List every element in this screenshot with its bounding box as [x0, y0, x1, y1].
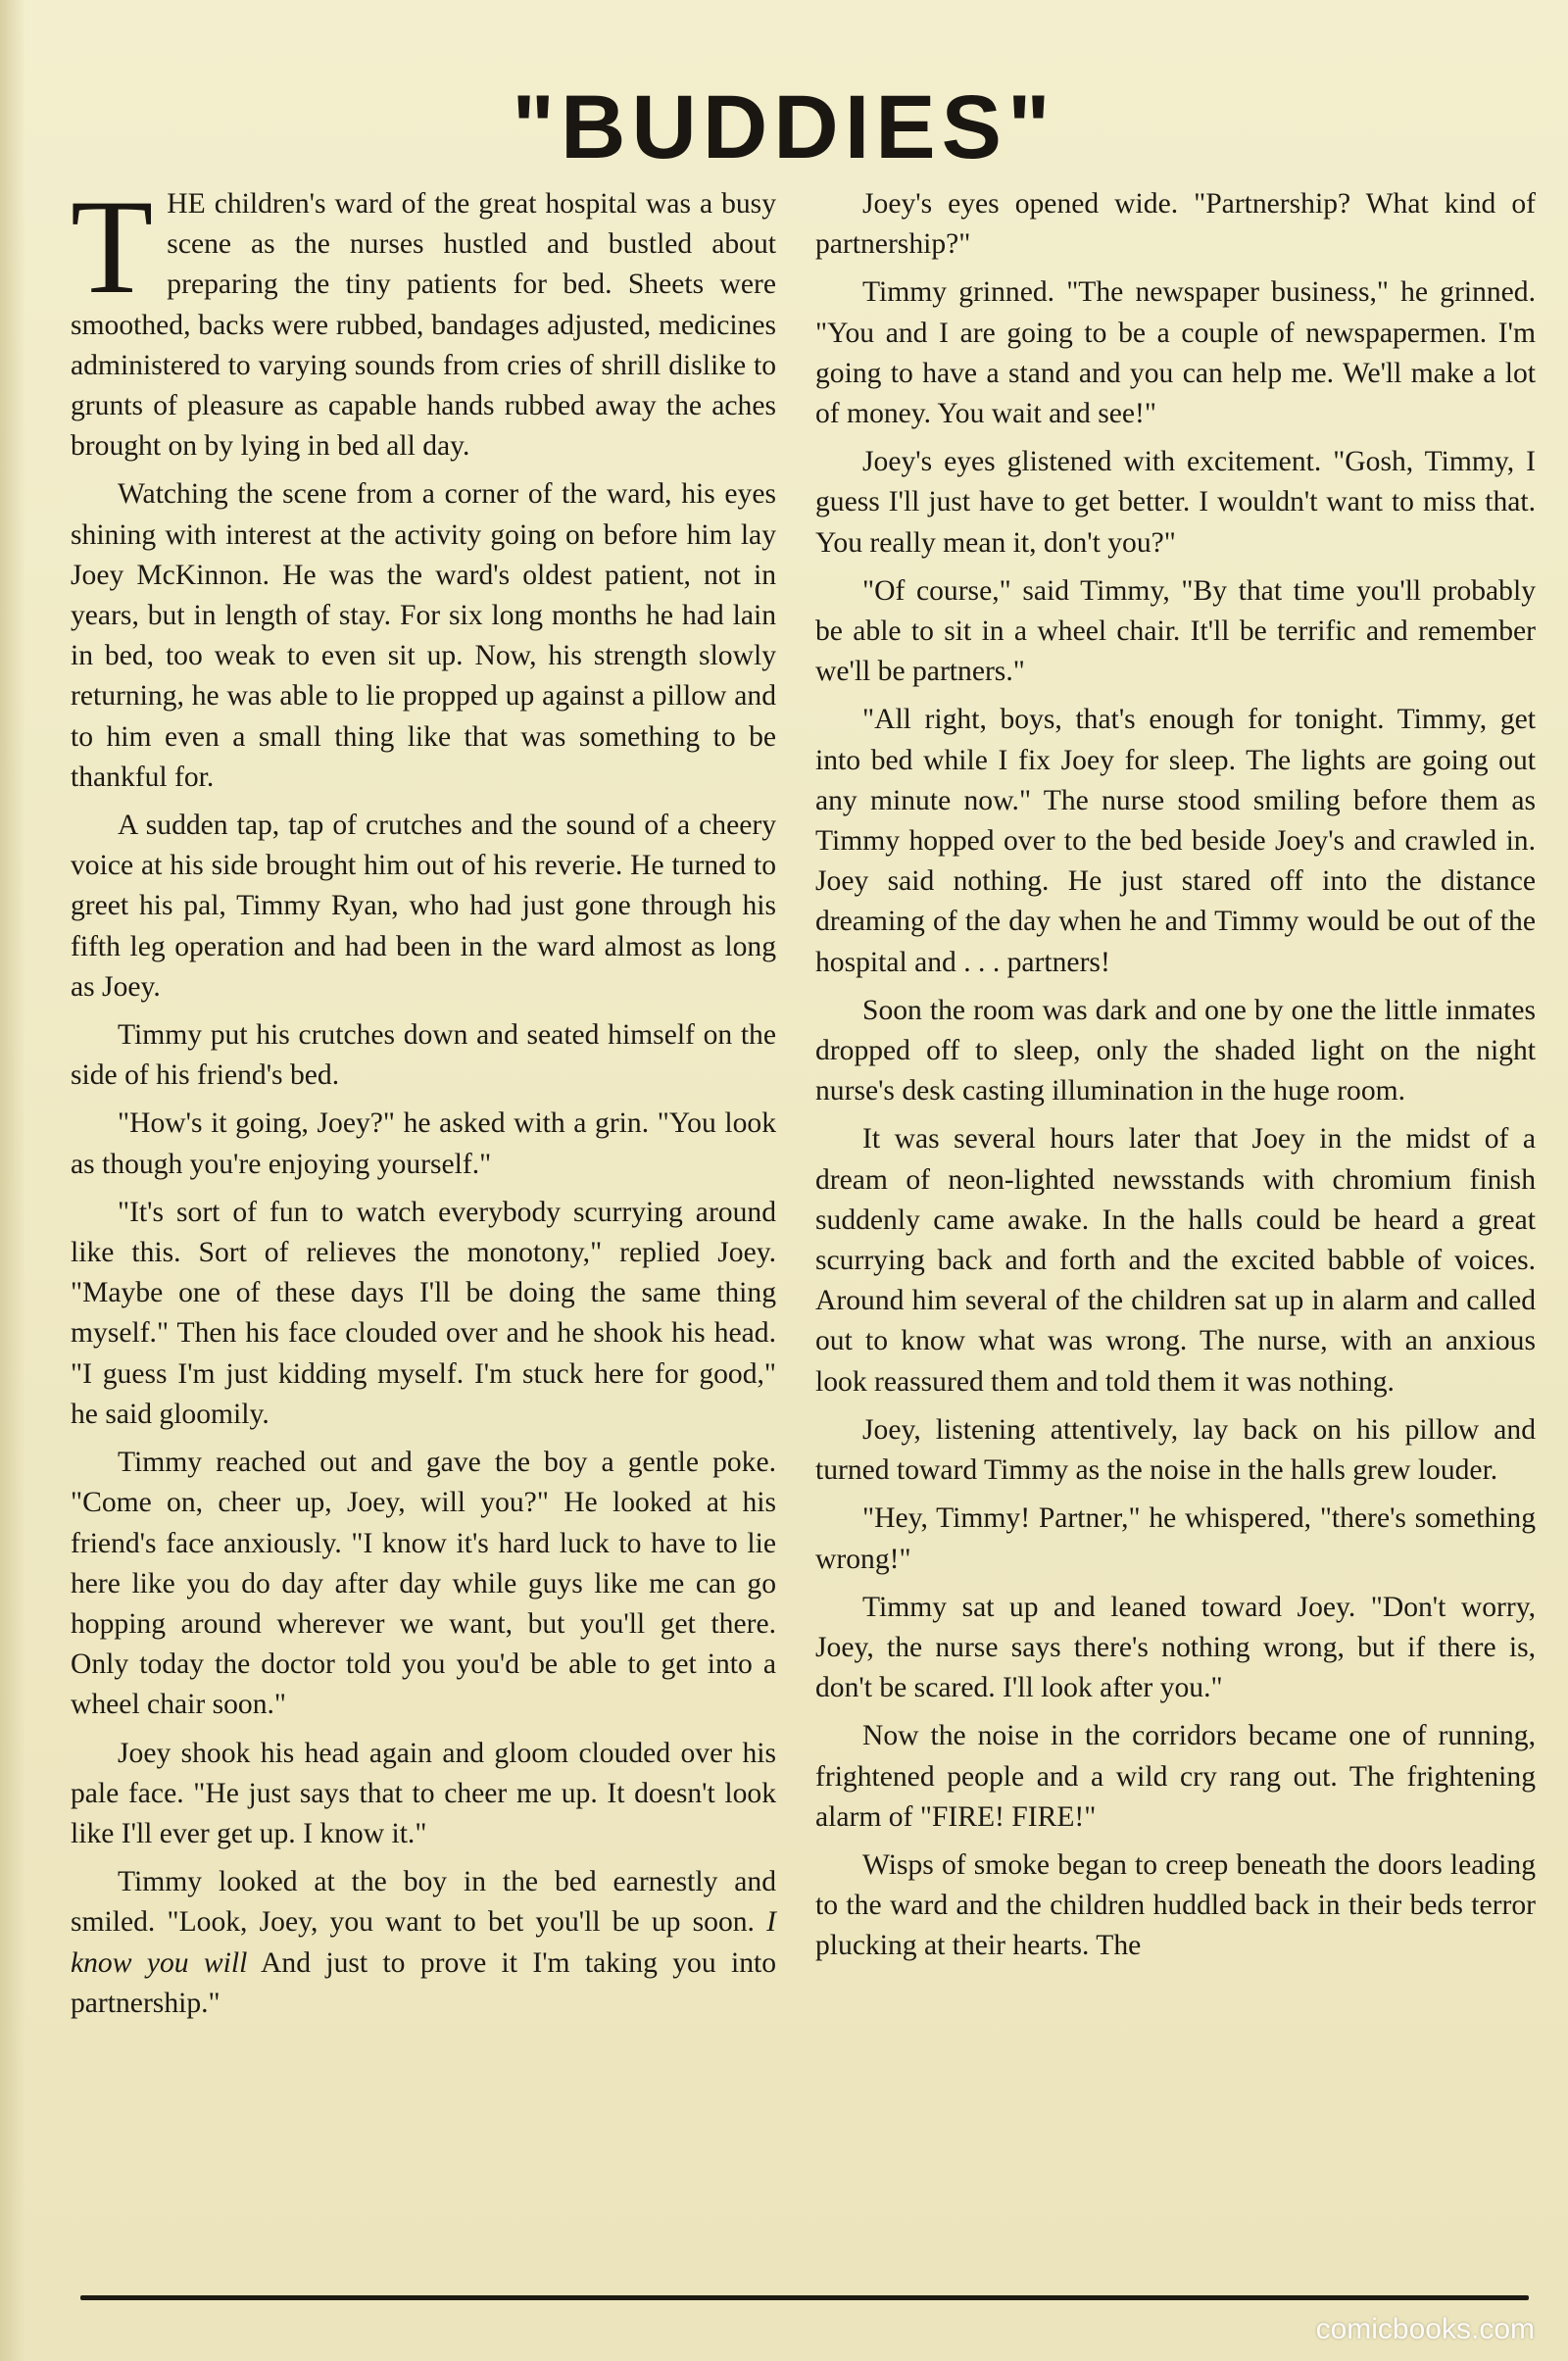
- paragraph: Timmy sat up and leaned toward Joey. "Don't worry, Joey, the nurse says there's nothing wrong, but if there is, don't be scared. I'll look after you.": [815, 1591, 1536, 1704]
- page-edge-shadow: [0, 0, 25, 2361]
- paragraph: It was several hours later that Joey in the midst of a dream of neon-lighted newsstands with chromium finish suddenly came awake. In the halls could be heard a great scurrying back and forth and the excited babble of voices. Around him several of the children sat up in alarm and called out to know what was wrong. The nurse, with an anxious look reassured them and told them it was nothing.: [815, 1123, 1536, 1398]
- paragraph: "Hey, Timmy! Partner," he whispered, "there's something wrong!": [815, 1502, 1536, 1575]
- paragraph-text: Timmy looked at the boy in the bed earnestly and smiled. "Look, Joey, you want to bet you'll be up soon.: [71, 1866, 776, 1939]
- paragraph: Timmy reached out and gave the boy a gentle poke. "Come on, cheer up, Joey, will you?" He looked at his friend's face anxiously. "I know it's hard luck to have to lie here like you do day after day while guys like me can go hopping around wherever we want, but you'll get there. Only today the doctor told you you'd be able to get into a wheel chair soon.": [71, 1447, 776, 1721]
- emphasis-text: I know you will: [71, 1906, 776, 1979]
- paragraph-text: HE children's ward of the great hospital was a busy scene as the nurses hustled and bustled about preparing the tiny patients for bed. Sheets were smoothed, backs were rubbed, bandages adjusted, medicines administered to varying sounds from cries of shrill dislike to grunts of pleasure as capable hands rubbed away the aches brought on by lying in bed all day.: [71, 188, 776, 463]
- paragraph: A sudden tap, tap of crutches and the sound of a cheery voice at his side brought him out of his reverie. He turned to greet his pal, Timmy Ryan, who had just gone through his fifth leg operation and had been in the ward almost as long as Joey.: [71, 810, 776, 1003]
- paragraph: [71, 1862, 776, 2024]
- site-watermark: comicbooks.com: [1315, 2313, 1535, 2345]
- paragraph: Soon the room was dark and one by one the little inmates dropped off to sleep, only the shaded light on the night nurse's desk casting illumination in the huge room.: [815, 994, 1536, 1107]
- paragraph: Joey, listening attentively, lay back on his pillow and turned toward Timmy as the noise in the halls grew louder.: [815, 1413, 1536, 1487]
- paragraph-text: And just to prove it I'm taking you into partnership.": [71, 1946, 777, 2019]
- paragraph: "How's it going, Joey?" he asked with a grin. "You look as though you're enjoying yourself.": [71, 1107, 776, 1180]
- paragraph: Joey's eyes glistened with excitement. "Gosh, Timmy, I guess I'll just have to get better. I wouldn't want to miss that. You really mean it, don't you?": [815, 446, 1536, 559]
- paragraph: Watching the scene from a corner of the ward, his eyes shining with interest at the activity going on before him lay Joey McKinnon. He was the ward's oldest patient, not in years, but in length of stay. For six long months he had lain in bed, too weak to even sit up. Now, his strength slowly returning, he was able to lie propped up against a pillow and to him even a small thing like that was something to be thankful for.: [71, 478, 776, 793]
- drop-cap: T: [71, 172, 154, 321]
- paragraph: Now the noise in the corridors became one of running, frightened people and a wild cry rang out. The frightening alarm of "FIRE! FIRE!": [815, 1720, 1536, 1833]
- left-column: [71, 172, 777, 2032]
- paragraph: "Of course," said Timmy, "By that time you'll probably be able to sit in a wheel chair. It'll be terrific and remember we'll be partners.": [815, 574, 1536, 688]
- right-column: [815, 184, 1536, 1975]
- paragraph: Joey shook his head again and gloom clouded over his pale face. "He just says that to cheer me up. It doesn't look like I'll ever get up. I know it.": [71, 1737, 776, 1849]
- story-title: "BUDDIES": [512, 77, 1056, 177]
- paragraph: Timmy grinned. "The newspaper business," he grinned. "You and I are going to be a couple of newspapermen. I'm going to have a stand and you can help me. We'll make a lot of money. You wait and see!": [815, 276, 1536, 430]
- paragraph: Timmy put his crutches down and seated himself on the side of his friend's bed.: [71, 1019, 776, 1092]
- paragraph: [71, 172, 776, 467]
- paragraph: "It's sort of fun to watch everybody scurrying around like this. Sort of relieves the monotony," replied Joey. "Maybe one of these days I'll be doing the same thing myself." Then his face clouded over and he shook his head. "I guess I'm just kidding myself. I'm stuck here for good," he said gloomily.: [71, 1196, 776, 1430]
- paragraph: "All right, boys, that's enough for tonight. Timmy, get into bed while I fix Joey for sleep. The lights are going out any minute now." The nurse stood smiling before them as Timmy hopped over to the bed beside Joey's and crawled in. Joey said nothing. He just stared off into the distance dreaming of the day when he and Timmy would be out of the hospital and . . . partners!: [815, 704, 1536, 978]
- bottom-rule: [80, 2295, 1529, 2300]
- paragraph: Joey's eyes opened wide. "Partnership? What kind of partnership?": [815, 188, 1536, 261]
- paragraph: Wisps of smoke began to creep beneath the doors leading to the ward and the children huddled back in their beds terror plucking at their hearts. The: [815, 1848, 1536, 1962]
